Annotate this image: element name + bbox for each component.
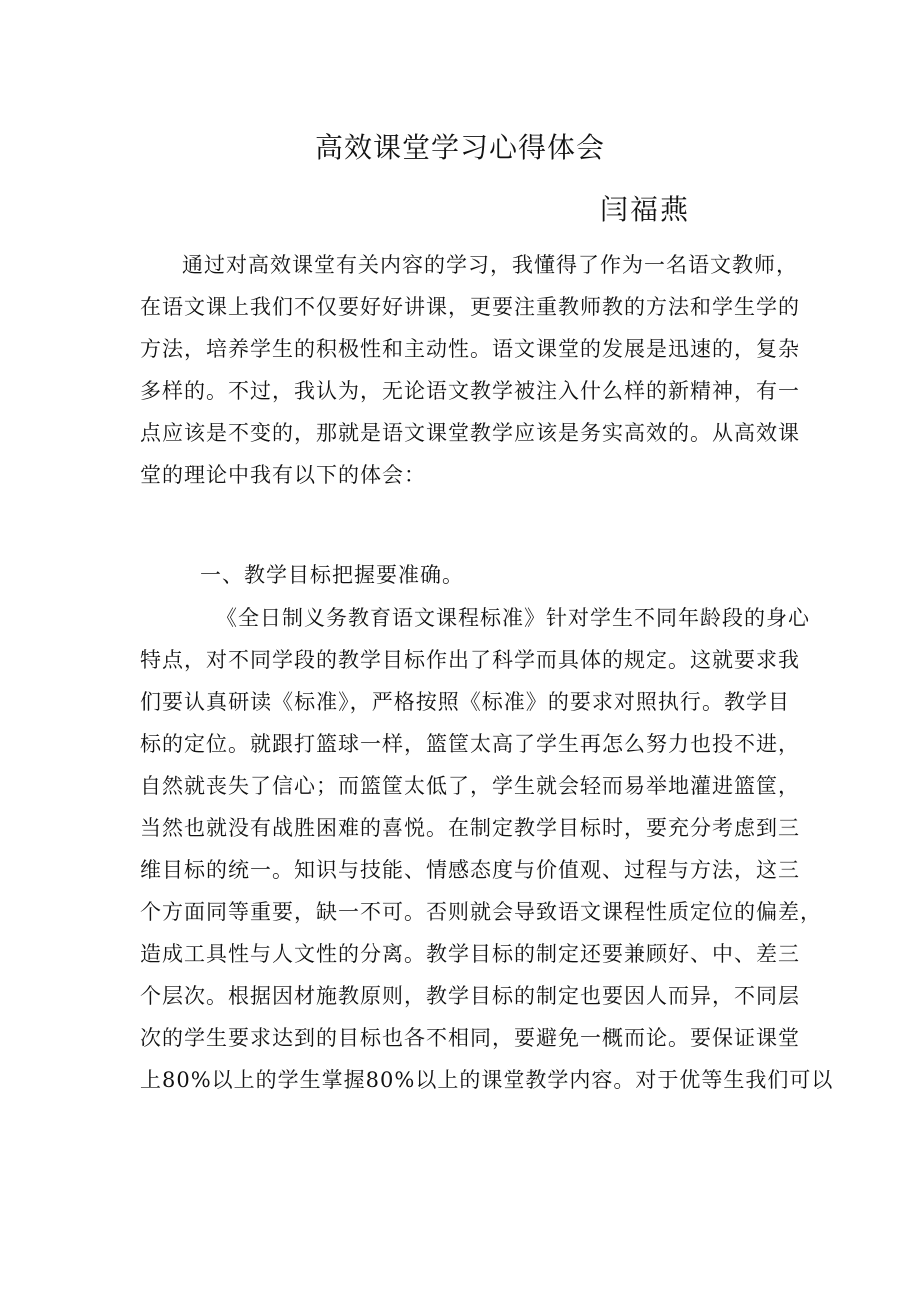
document-title: 高效课堂学习心得体会 — [314, 131, 605, 164]
paragraph-line: 《全日制义务教育语文课程标准》针对学生不同年龄段的身心 — [216, 606, 810, 630]
paragraph-line: 们要认真研读《标准》，严格按照《标准》的要求对照执行。教学目 — [140, 690, 790, 714]
paragraph-line: 点应该是不变的，那就是语文课堂教学应该是务实高效的。从高效课 — [140, 421, 800, 445]
paragraph-line: 个方面同等重要，缺一不可。否则就会导致语文课程性质定位的偏差， — [140, 900, 822, 924]
intro-paragraph — [140, 244, 800, 496]
section-heading — [140, 554, 790, 596]
paragraph-line: 当然也就没有战胜困难的喜悦。在制定教学目标时，要充分考虑到三 — [140, 816, 800, 840]
paragraph-line: 上80%以上的学生掌握80%以上的课堂教学内容。对于优等生我们可以 — [140, 1068, 834, 1092]
paragraph-line: 特点，对不同学段的教学目标作出了科学而具体的规定。这就要求我 — [140, 648, 800, 672]
paragraph-line: 标的定位。就跟打篮球一样，篮筐太高了学生再怎么努力也投不进， — [140, 732, 800, 756]
section-heading-text: 一、教学目标把握要准确。 — [200, 563, 464, 587]
section-paragraph — [140, 597, 834, 1101]
paragraph-line: 次的学生要求达到的目标也各不相同，要避免一概而论。要保证课堂 — [140, 1026, 800, 1050]
author-name: 闫福燕 — [600, 193, 691, 226]
paragraph-line: 方法，培养学生的积极性和主动性。语文课堂的发展是迅速的，复杂 — [140, 337, 800, 361]
paragraph-line: 多样的。不过，我认为，无论语文教学被注入什么样的新精神，有一 — [140, 379, 800, 403]
paragraph-line: 个层次。根据因材施教原则，教学目标的制定也要因人而异，不同层 — [140, 984, 800, 1008]
paragraph-line: 在语文课上我们不仅要好好讲课，更要注重教师教的方法和学生学的 — [140, 295, 800, 319]
paragraph-line: 自然就丧失了信心；而篮筐太低了，学生就会轻而易举地灌进篮筐， — [140, 774, 800, 798]
paragraph-line: 维目标的统一。知识与技能、情感态度与价值观、过程与方法，这三 — [140, 858, 800, 882]
paragraph-line: 堂的理论中我有以下的体会： — [140, 463, 426, 487]
paragraph-line: 造成工具性与人文性的分离。教学目标的制定还要兼顾好、中、差三 — [140, 942, 800, 966]
paragraph-line: 通过对高效课堂有关内容的学习，我懂得了作为一名语文教师， — [182, 253, 798, 277]
